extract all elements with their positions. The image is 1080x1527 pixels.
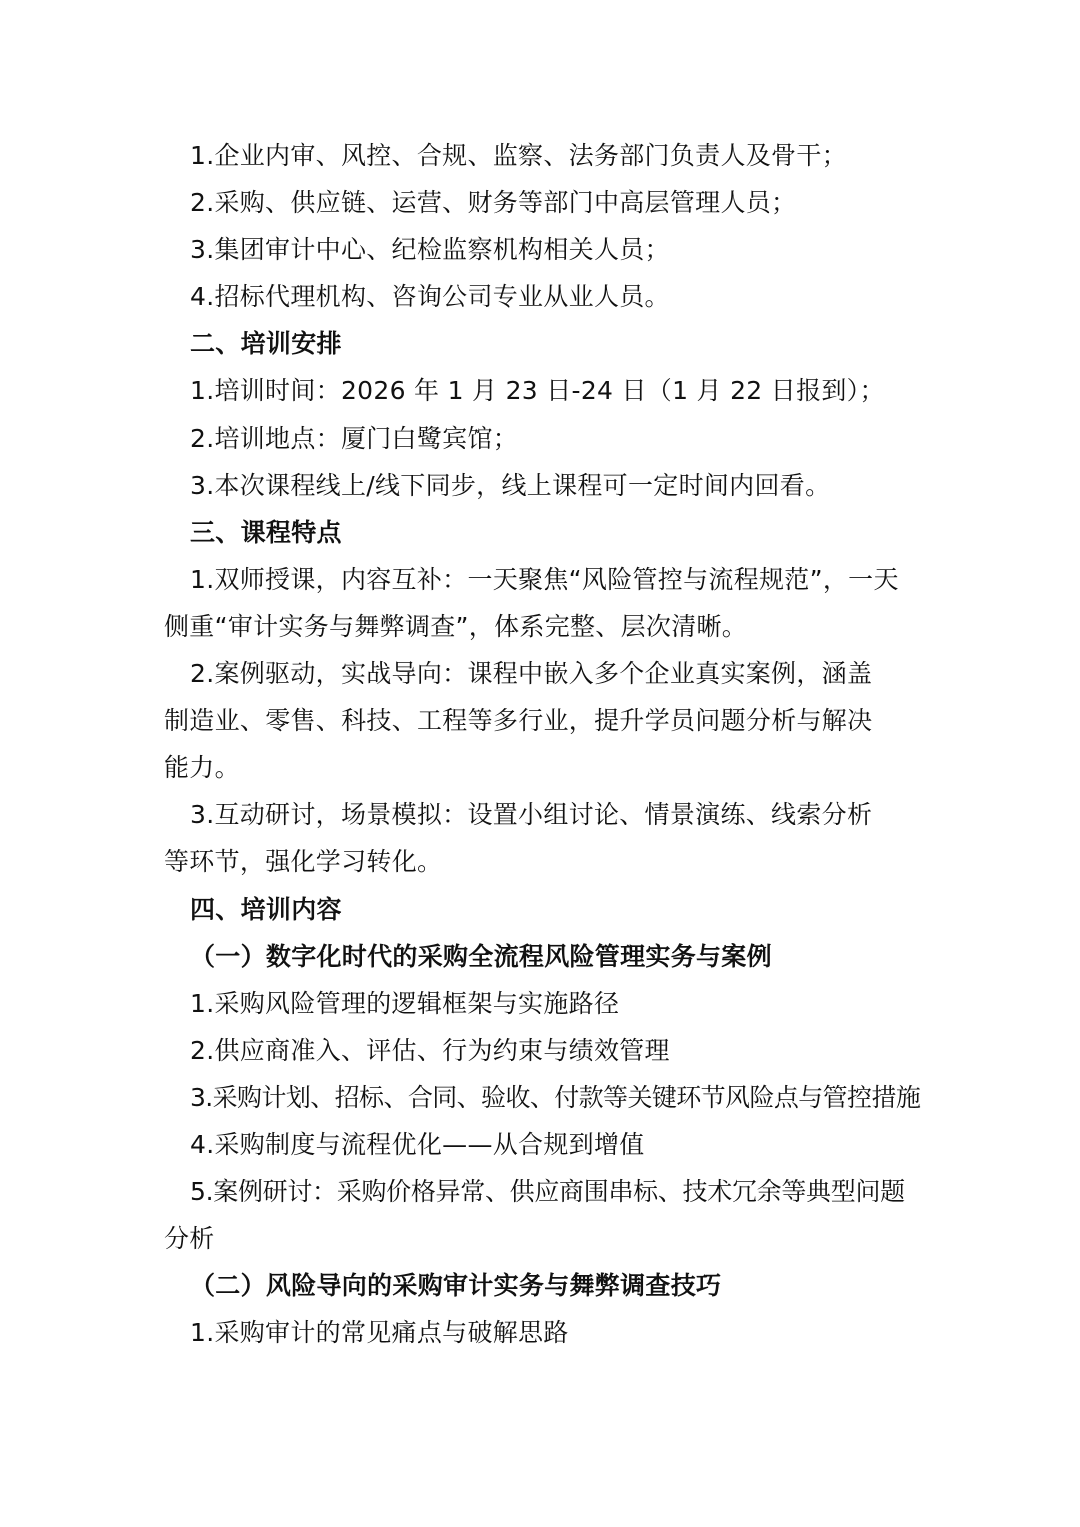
arrangement-item-3: 3.本次课程线上/线下同步，线上课程可一定时间内回看。 [190,470,831,500]
content-part-1-title: （一）数字化时代的采购全流程风险管理实务与案例 [190,941,772,971]
feature-item-2-line-1: 2.案例驱动，实战导向：课程中嵌入多个企业真实案例，涵盖 [190,659,873,689]
feature-item-2-line-3: 能力。 [164,753,240,783]
section-heading-arrangement: 二、培训安排 [190,329,342,359]
content-part-1-item-3: 3.采购计划、招标、合同、验收、付款等关键环节风险点与管控措施 [190,1082,921,1112]
arrangement-item-1: 1.培训时间：2026 年 1 月 23 日-24 日（1 月 22 日报到）； [190,376,885,406]
section-heading-content: 四、培训内容 [190,894,342,924]
feature-item-1-line-2: 侧重“审计实务与舞弊调查”，体系完整、层次清晰。 [164,611,748,641]
content-part-1-item-5-line-1: 5.案例研讨：采购价格异常、供应商围串标、技术冗余等典型问题 [190,1177,905,1207]
content-part-1-item-1: 1.采购风险管理的逻辑框架与实施路径 [190,988,620,1018]
audience-item-3: 3.集团审计中心、纪检监察机构相关人员； [190,235,670,265]
content-part-1-item-2: 2.供应商准入、评估、行为约束与绩效管理 [190,1035,670,1065]
feature-item-3-line-1: 3.互动研讨，场景模拟：设置小组讨论、情景演练、线索分析 [190,800,873,830]
feature-item-2-line-2: 制造业、零售、科技、工程等多行业，提升学员问题分析与解决 [164,706,873,736]
section-heading-features: 三、课程特点 [190,517,342,547]
content-part-2-title: （二）风险导向的采购审计实务与舞弊调查技巧 [190,1271,722,1301]
content-part-1-item-4: 4.采购制度与流程优化——从合规到增值 [190,1129,645,1159]
arrangement-item-2: 2.培训地点：厦门白鹭宾馆； [190,423,519,453]
audience-item-2: 2.采购、供应链、运营、财务等部门中高层管理人员； [190,188,797,218]
content-part-2-item-1: 1.采购审计的常见痛点与破解思路 [190,1318,569,1348]
document-page [0,132,1080,1356]
content-part-1-item-5-line-2: 分析 [164,1224,215,1254]
feature-item-1-line-1: 1.双师授课，内容互补：一天聚焦“风险管控与流程规范”，一天 [190,564,899,594]
audience-item-4: 4.招标代理机构、咨询公司专业从业人员。 [190,282,670,312]
audience-item-1: 1.企业内审、风控、合规、监察、法务部门负责人及骨干； [190,141,847,170]
feature-item-3-line-2: 等环节，强化学习转化。 [164,847,443,877]
